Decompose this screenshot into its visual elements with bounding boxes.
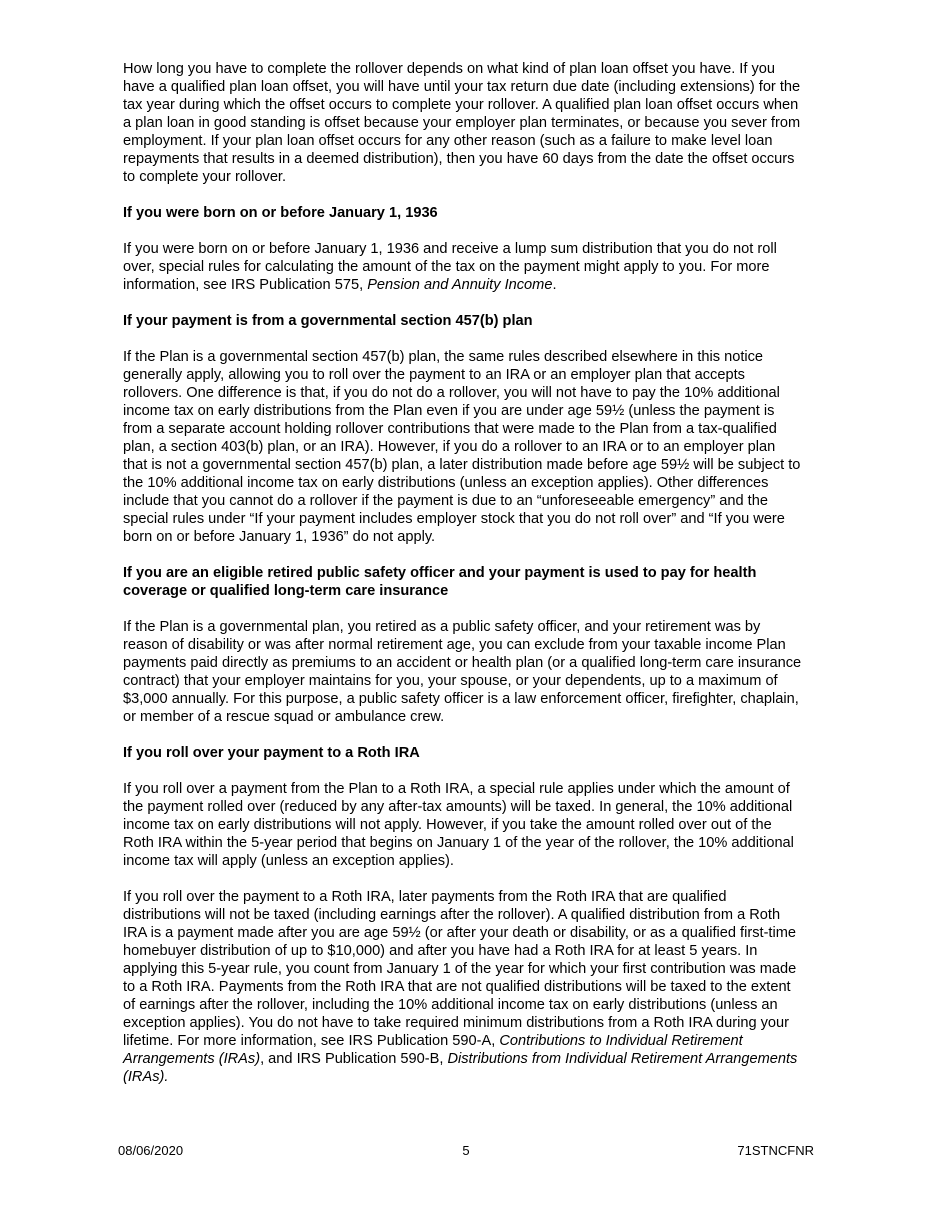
heading-public-safety-officer: If you are an eligible retired public safety officer and your payment is used to pay for health coverage or qualified long-term care insurance [123,565,757,599]
document-body [123,60,803,1104]
paragraph-text: . [552,277,557,293]
paragraph-roth-ira-2 [123,888,803,1086]
paragraph-text: , and IRS Publication 590-B, [260,1051,448,1067]
paragraph-loan-offset: How long you have to complete the rollover depends on what kind of plan loan offset you have. If you have a qualified plan loan offset, you will have until your tax return due date (including extensions) for the tax year during which the offset occurs to complete your rollover. A qualified plan loan offset occurs when a plan loan in good standing is offset because your employer plan terminates, or because you sever from employment. If your plan loan offset occurs for any other reason (such as a failure to make level loan repayments that results in a deemed distribution), then you have 60 days from the date the offset occurs to complete your rollover. [123,61,801,185]
paragraph-text: If you roll over the payment to a Roth IRA, later payments from the Roth IRA that are qualified distributions will not be taxed (including earnings after the rollover). A qualified distribution from a Roth IRA is a payment made after you are age 59½ (or after your death or disability, or as a qualified first-time homebuyer distribution of up to $10,000) and after you have had a Roth IRA for at least 5 years. In applying this 5-year rule, you count from January 1 of the year for which your first contribution was made to a Roth IRA. Payments from the Roth IRA that are not qualified distributions will be taxed to the extent of earnings after the rollover, including the 10% additional income tax on early distributions (unless an exception applies). You do not have to take required minimum distributions from a Roth IRA during your lifetime. For more information, see IRS Publication 590-A, [123,889,797,1049]
footer-date: 08/06/2020 [118,1143,184,1158]
publication-title: Pension and Annuity Income [367,277,553,293]
footer-page-number: 5 [462,1143,470,1158]
paragraph-text: If you were born on or before January 1, 1936 and receive a lump sum distribution that you do not roll over, special rules for calculating the amount of the tax on the payment might apply to you. For more information, see IRS Publication 575, [123,241,777,293]
heading-born-before-1936: If you were born on or before January 1, 1936 [123,205,438,221]
paragraph-roth-ira-1: If you roll over a payment from the Plan to a Roth IRA, a special rule applies under which the amount of the payment rolled over (reduced by any after-tax amounts) will be taxed. In general, the 10% additional income tax on early distributions will not apply. However, if you take the amount rolled over out of the Roth IRA within the 5-year period that begins on January 1 of the year of the rollover, the 10% additional income tax will apply (unless an exception applies). [123,781,794,869]
heading-roth-ira: If you roll over your payment to a Roth IRA [123,745,420,761]
heading-457b-plan: If your payment is from a governmental section 457(b) plan [123,313,533,329]
paragraph-born-before-1936 [123,240,803,294]
footer-form-code: 71STNCFNR [737,1143,814,1158]
publication-title: Distributions from Individual Retirement Arrangements (IRAs). [123,1051,798,1085]
page-footer [118,1142,814,1160]
publication-title: Contributions to Individual Retirement Arrangements (IRAs) [123,1033,743,1067]
paragraph-457b-plan: If the Plan is a governmental section 457(b) plan, the same rules described elsewhere in this notice generally apply, allowing you to roll over the payment to an IRA or an employer plan that accepts rollovers. One difference is that, if you do not do a rollover, you will not have to pay the 10% additional income tax on early distributions from the Plan even if you are under age 59½ (unless the payment is from a separate account holding rollover contributions that were made to the Plan from a tax-qualified plan, a section 403(b) plan, or an IRA). However, if you do a rollover to an IRA or to an employer plan that is not a governmental section 457(b) plan, a later distribution made before age 59½ will be subject to the 10% additional income tax on early distributions (unless an exception applies). Other differences include that you cannot do a rollover if the payment is due to an “unforeseeable emergency” and the special rules under “If your payment includes employer stock that you do not roll over” and “If you were born on or before January 1, 1936” do not apply. [123,349,801,545]
paragraph-public-safety-officer: If the Plan is a governmental plan, you retired as a public safety officer, and your retirement was by reason of disability or was after normal retirement age, you can exclude from your taxable income Plan payments paid directly as premiums to an accident or health plan (or a qualified long-term care insurance contract) that your employer maintains for you, your spouse, or your dependents, up to a maximum of $3,000 annually. For this purpose, a public safety officer is a law enforcement officer, firefighter, chaplain, or member of a rescue squad or ambulance crew. [123,619,802,725]
